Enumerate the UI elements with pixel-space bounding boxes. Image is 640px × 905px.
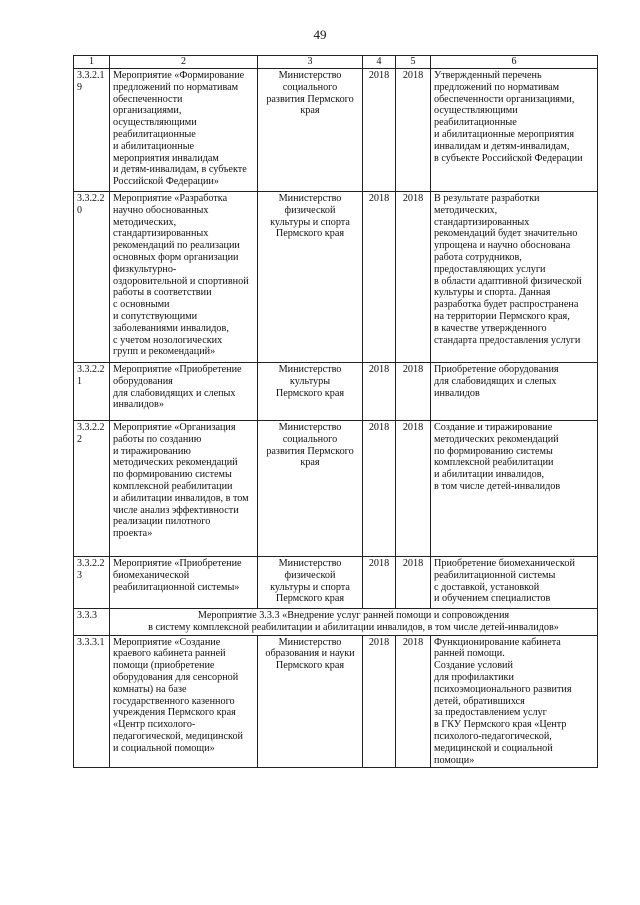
row-start-year: 2018 [363, 635, 396, 768]
table-row [74, 363, 598, 421]
row-code: 3.3.2.19 [74, 69, 110, 192]
row-end-year: 2018 [396, 192, 431, 363]
row-start-year: 2018 [363, 69, 396, 192]
row-activity: Мероприятие «Приобретение биомеханической реабилитационной системы» [110, 557, 258, 609]
row-executor: Министерство социального развития Пермского края [258, 421, 363, 557]
column-number: 6 [431, 56, 598, 69]
row-executor: Министерство культуры Пермского края [258, 363, 363, 421]
row-end-year: 2018 [396, 363, 431, 421]
row-result: Функционирование кабинета ранней помощи. Создание условий для профилактики психоэмоционального развития детей, обратившихся за предоставлением услуг в ГКУ Пермского края «Центр психолого-педагогической, медицинской и социальной помощи» [431, 635, 598, 768]
column-number: 4 [363, 56, 396, 69]
row-result: В результате разработки методических, стандартизированных рекомендаций будет значительно упрощена и научно обоснована работа сотрудников, предоставляющих услуги в области адаптивной физической культуры и спорта. Данная разработка будет распространена на территории Пермского края, в качестве утвержденного стандарта предоставления услуги [431, 192, 598, 363]
row-activity: Мероприятие «Создание краевого кабинета ранней помощи (приобретение оборудования для сенсорной комнаты) на базе государственного казенного учреждения Пермского края «Центр психолого- педагогической, медицинской и социальной помощи» [110, 635, 258, 768]
row-start-year: 2018 [363, 421, 396, 557]
row-end-year: 2018 [396, 635, 431, 768]
row-code: 3.3.3.1 [74, 635, 110, 768]
measures-table [73, 55, 598, 768]
section-title: Мероприятие 3.3.3 «Внедрение услуг ранней помощи и сопровождения в систему комплексной реабилитации и абилитации инвалидов, в том числе детей-инвалидов» [110, 609, 598, 636]
row-executor: Министерство образования и науки Пермского края [258, 635, 363, 768]
row-end-year: 2018 [396, 557, 431, 609]
row-end-year: 2018 [396, 421, 431, 557]
row-start-year: 2018 [363, 557, 396, 609]
row-code: 3.3.2.22 [74, 421, 110, 557]
row-code: 3.3.2.23 [74, 557, 110, 609]
section-row [74, 609, 598, 636]
table-row [74, 635, 598, 768]
page-number: 49 [313, 27, 327, 42]
column-number: 5 [396, 56, 431, 69]
column-number: 1 [74, 56, 110, 69]
row-activity: Мероприятие «Приобретение оборудования для слабовидящих и слепых инвалидов» [110, 363, 258, 421]
row-start-year: 2018 [363, 363, 396, 421]
row-end-year: 2018 [396, 69, 431, 192]
row-executor: Министерство социального развития Пермского края [258, 69, 363, 192]
row-result: Утвержденный перечень предложений по нормативам обеспеченности организациями, осуществляющими реабилитационные и абилитационные мероприятия инвалидам и детям-инвалидам, в субъекте Российской Федерации [431, 69, 598, 192]
row-result: Приобретение биомеханической реабилитационной системы с доставкой, установкой и обучением специалистов [431, 557, 598, 609]
row-activity: Мероприятие «Организация работы по созданию и тиражированию методических рекомендаций по формированию системы комплексной реабилитации и абилитации инвалидов, в том числе анализ эффективности реализации пилотного проекта» [110, 421, 258, 557]
row-result: Создание и тиражирование методических рекомендаций по формированию системы комплексной реабилитации и абилитации инвалидов, в том числе детей-инвалидов [431, 421, 598, 557]
row-code: 3.3.2.20 [74, 192, 110, 363]
table-row [74, 192, 598, 363]
column-number: 3 [258, 56, 363, 69]
section-code: 3.3.3 [74, 609, 110, 636]
row-start-year: 2018 [363, 192, 396, 363]
row-executor: Министерство физической культуры и спорта Пермского края [258, 557, 363, 609]
column-numbers-row [74, 56, 598, 69]
row-result: Приобретение оборудования для слабовидящих и слепых инвалидов [431, 363, 598, 421]
row-executor: Министерство физической культуры и спорта Пермского края [258, 192, 363, 363]
table-row [74, 421, 598, 557]
row-activity: Мероприятие «Разработка научно обоснованных методических, стандартизированных рекомендаций по реализации основных форм организации физкультурно- оздоровительной и спортивной работы в соответствии с основными и сопутствующими заболеваниями инвалидов, с учетом нозологических групп и рекомендаций» [110, 192, 258, 363]
column-number: 2 [110, 56, 258, 69]
row-code: 3.3.2.21 [74, 363, 110, 421]
table-row [74, 69, 598, 192]
table-row [74, 557, 598, 609]
row-activity: Мероприятие «Формирование предложений по нормативам обеспеченности организациями, осуществляющими реабилитационные и абилитационные мероприятия инвалидам и детям-инвалидам, в субъекте Российской Федерации» [110, 69, 258, 192]
